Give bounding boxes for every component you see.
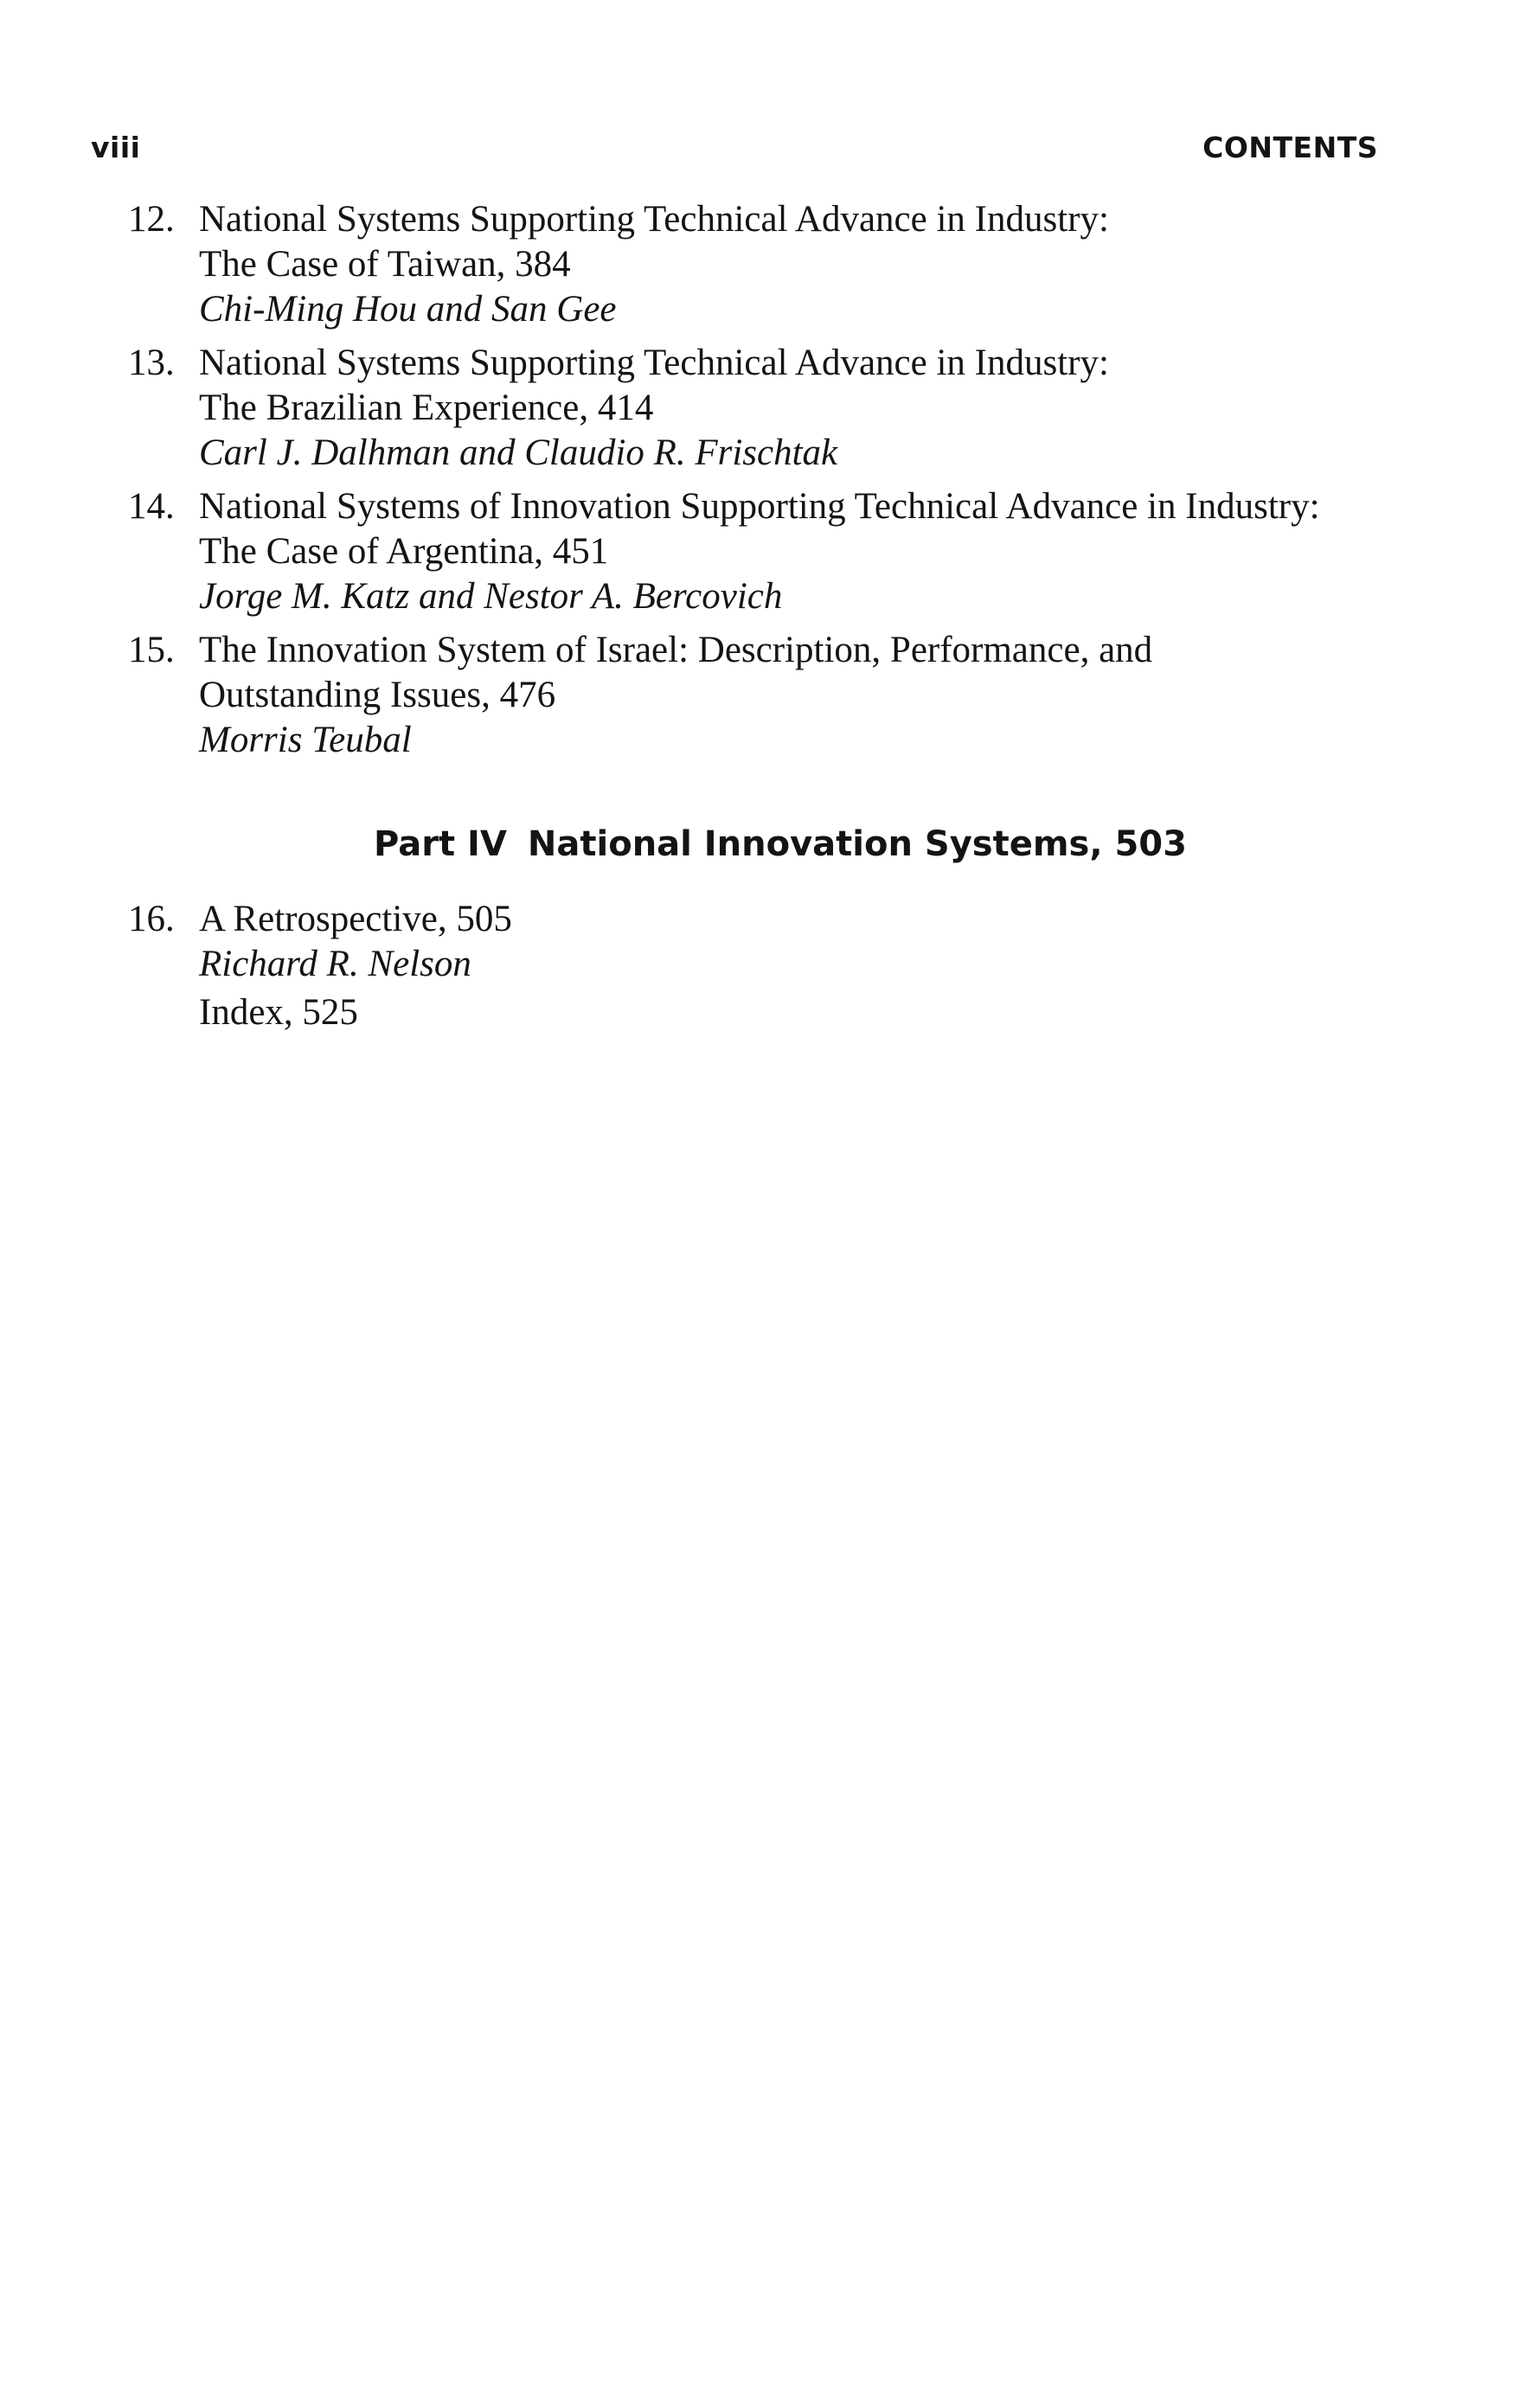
chapter-title-line: National Systems of Innovation Supporting Technical Advance in Industry: <box>199 486 1320 527</box>
chapter-number: 13. <box>128 343 175 383</box>
part-label: Part IV <box>374 824 507 864</box>
chapter-number: 16. <box>128 899 175 939</box>
part-heading <box>0 822 1526 867</box>
chapter-author: Chi-Ming Hou and San Gee <box>199 289 617 330</box>
part-title: National Innovation Systems, 503 <box>527 824 1187 864</box>
chapter-author: Jorge M. Katz and Nestor A. Bercovich <box>199 576 783 617</box>
chapter-title-line: The Brazilian Experience, 414 <box>199 387 654 428</box>
chapter-author: Richard R. Nelson <box>199 944 471 984</box>
index-entry: Index, 525 <box>199 992 358 1033</box>
chapter-title-line: A Retrospective, 505 <box>199 899 512 939</box>
chapter-body <box>199 897 1410 987</box>
chapter-author: Carl J. Dalhman and Claudio R. Frischtak <box>199 432 838 473</box>
chapter-number: 12. <box>128 199 175 240</box>
chapter-title-line: Outstanding Issues, 476 <box>199 675 556 715</box>
chapter-title-line: The Case of Taiwan, 384 <box>199 244 571 285</box>
chapter-title-line: National Systems Supporting Technical Advance in Industry: <box>199 199 1109 240</box>
chapter-number: 14. <box>128 486 175 527</box>
chapter-title-line: The Case of Argentina, 451 <box>199 531 609 572</box>
running-head-section: CONTENTS <box>1202 131 1378 164</box>
chapter-number: 15. <box>128 630 175 670</box>
chapter-body <box>199 341 1410 476</box>
chapter-author: Morris Teubal <box>199 720 412 760</box>
chapter-title-line: National Systems Supporting Technical Advance in Industry: <box>199 343 1109 383</box>
chapter-body <box>199 484 1410 619</box>
page-folio: viii <box>91 131 141 164</box>
chapter-title-line: The Innovation System of Israel: Description, Performance, and <box>199 630 1153 670</box>
chapter-body <box>199 197 1410 332</box>
chapter-body <box>199 628 1410 763</box>
